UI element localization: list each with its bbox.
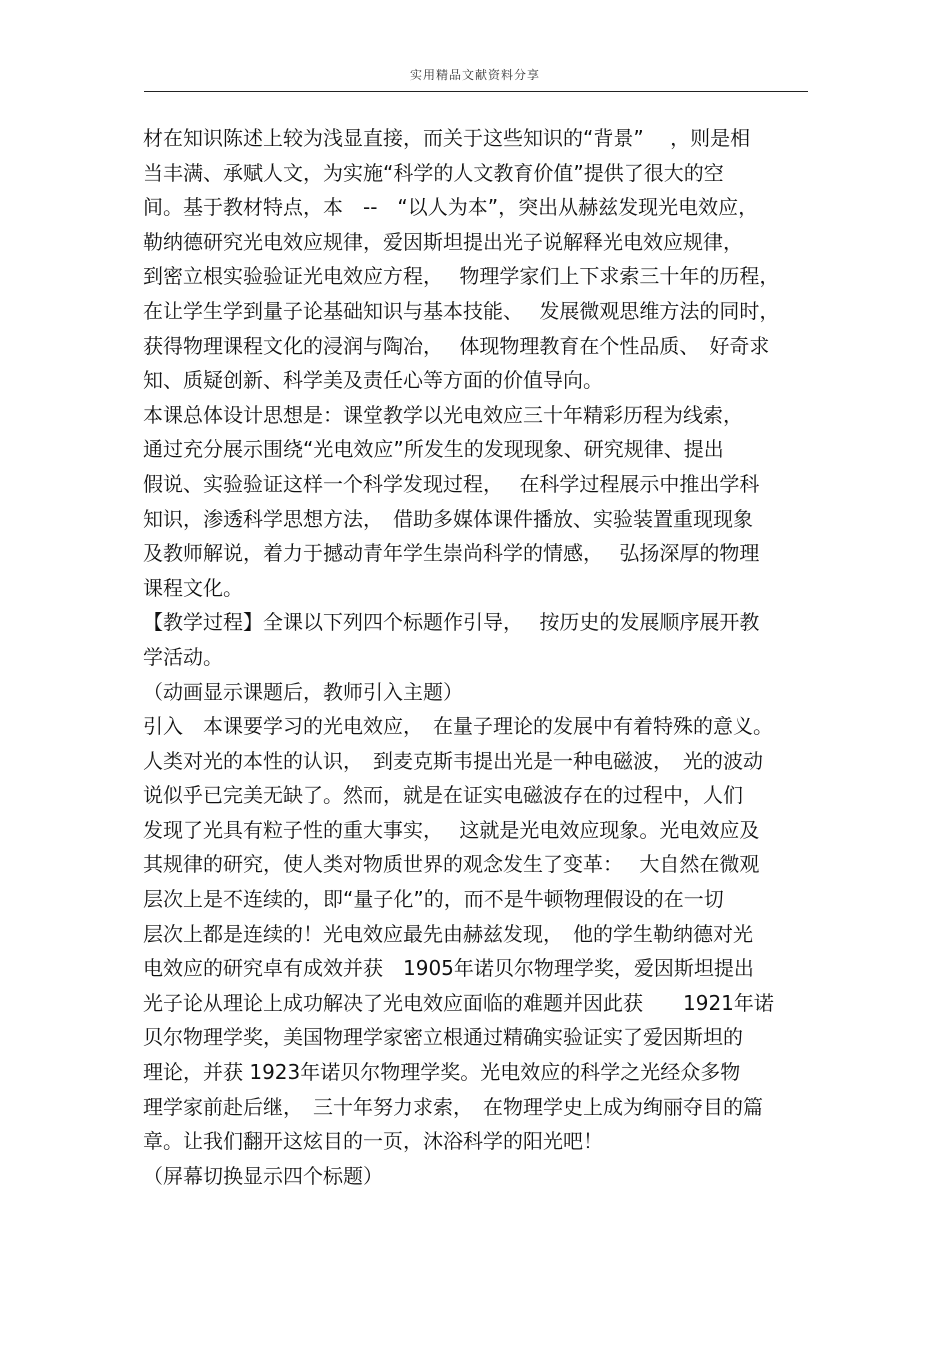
text-line: 【教学过程】全课以下列四个标题作引导， 按历史的发展顺序展开教 — [143, 610, 760, 635]
text-line: 学活动。 — [143, 644, 223, 669]
text-line: 层次上是不连续的，即“量子化”的，而不是牛顿物理假设的在一切 — [143, 887, 724, 912]
text-line: 间。基于教材特点，本 -- “以人为本”，突出从赫兹发现光电效应， — [143, 195, 759, 220]
text-line: 说似乎已完美无缺了。然而，就是在证实电磁波存在的过程中，人们 — [143, 783, 743, 808]
text-line: 章。让我们翻开这炫目的一页，沐浴科学的阳光吧！ — [143, 1129, 603, 1154]
text-line: 本课总体设计思想是：课堂教学以光电效应三十年精彩历程为线索， — [143, 402, 743, 427]
text-line: 发现了光具有粒子性的重大事实， 这就是光电效应现象。光电效应及 — [143, 817, 760, 842]
text-line: 当丰满、承赋人文，为实施“科学的人文教育价值”提供了很大的空 — [143, 160, 724, 185]
text-line: 理学家前赴后继， 三十年努力求索， 在物理学史上成为绚丽夺目的篇 — [143, 1094, 763, 1119]
text-line: 贝尔物理学奖，美国物理学家密立根通过精确实验证实了爱因斯坦的 — [143, 1025, 743, 1050]
text-line: 理论，并获 1923年诺贝尔物理学奖。光电效应的科学之光经众多物 — [143, 1060, 741, 1085]
text-line: 材在知识陈述上较为浅显直接，而关于这些知识的“背景” ，则是相 — [143, 126, 751, 150]
text-line: 层次上都是连续的！光电效应最先由赫兹发现， 他的学生勒纳德对光 — [143, 921, 753, 946]
text-line: 电效应的研究卓有成效并获 1905年诺贝尔物理学奖，爱因斯坦提出 — [143, 956, 754, 981]
document-body — [143, 121, 823, 1193]
text-line: 假说、实验验证这样一个科学发现过程， 在科学过程展示中推出学科 — [143, 471, 760, 496]
text-line: 到密立根实验验证光电效应方程， 物理学家们上下求索三十年的历程， — [143, 264, 780, 289]
text-line: 通过充分展示围绕“光电效应”所发生的发现现象、研究规律、提出 — [143, 437, 724, 462]
text-line: 及教师解说，着力于撼动青年学生崇尚科学的情感， 弘扬深厚的物理 — [143, 541, 760, 566]
text-line: 其规律的研究，使人类对物质世界的观念发生了变革： 大自然在微观 — [143, 852, 760, 877]
text-line: 知、质疑创新、科学美及责任心等方面的价值导向。 — [143, 368, 603, 393]
text-line: 知识，渗透科学思想方法， 借助多媒体课件播放、实验装置重现现象 — [143, 506, 753, 531]
text-line: 勒纳德研究光电效应规律，爱因斯坦提出光子说解释光电效应规律， — [143, 229, 743, 254]
text-line: 获得物理课程文化的浸润与陶冶， 体现物理教育在个性品质、 好奇求 — [143, 333, 770, 358]
text-line: 光子论从理论上成功解决了光电效应面临的难题并因此获 1921年诺 — [143, 990, 774, 1015]
text-line: 在让学生学到量子论基础知识与基本技能、 发展微观思维方法的同时， — [143, 298, 780, 323]
text-line: （屏幕切换显示四个标题） — [143, 1163, 383, 1188]
text-line: 人类对光的本性的认识， 到麦克斯韦提出光是一种电磁波， 光的波动 — [143, 748, 763, 773]
text-line: （动画显示课题后，教师引入主题） — [143, 679, 463, 704]
page-header: 实用精品文献资料分享 — [409, 68, 540, 82]
header-divider — [144, 91, 808, 92]
text-line: 引入 本课要学习的光电效应， 在量子理论的发展中有着特殊的意义。 — [143, 714, 773, 739]
text-line: 课程文化。 — [143, 575, 243, 600]
